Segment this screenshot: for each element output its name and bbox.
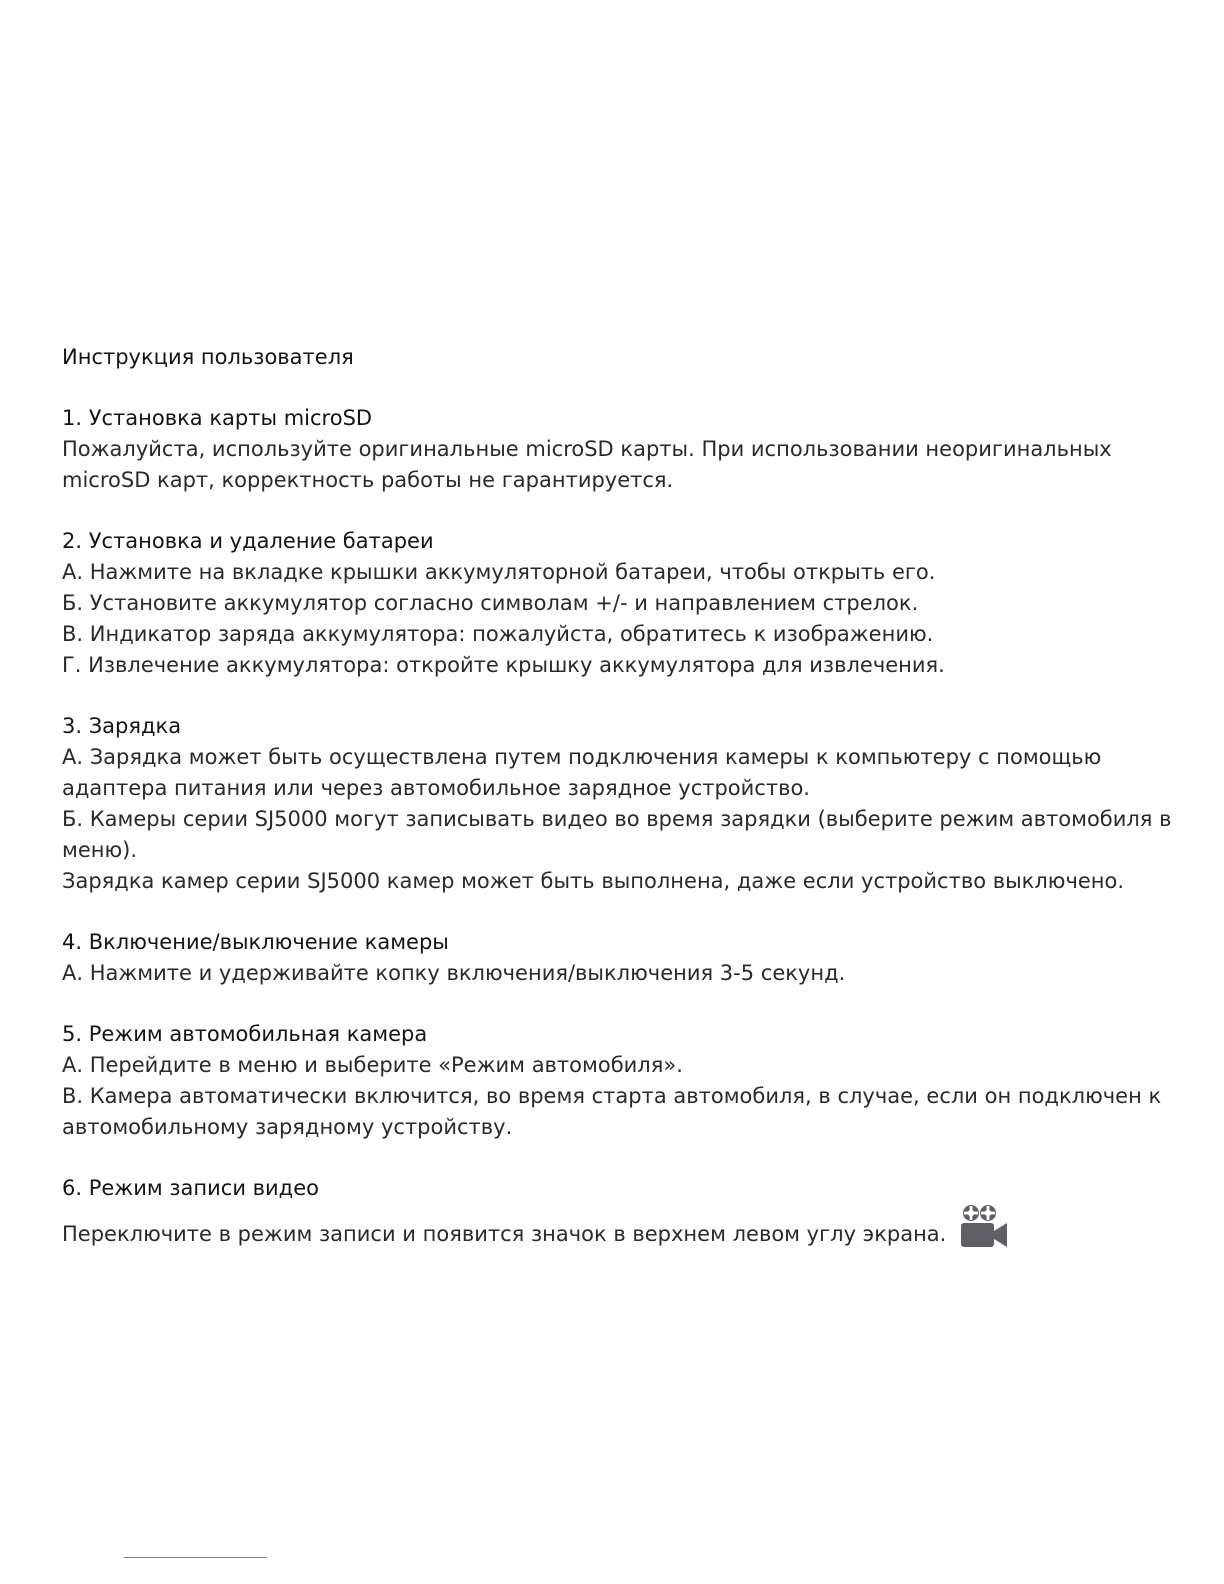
- section-charging: [62, 711, 1172, 897]
- section-car-mode: [62, 1019, 1172, 1143]
- section-heading: 4. Включение/выключение камеры: [62, 930, 449, 954]
- section-paragraph: Б. Камеры серии SJ5000 могут записывать видео во время зарядки (выберите режим автомобиля в меню).: [62, 807, 1172, 862]
- section-heading: 2. Установка и удаление батареи: [62, 529, 434, 553]
- section-paragraph: Г. Извлечение аккумулятора: откройте крышку аккумулятора для извлечения.: [62, 653, 945, 677]
- section-video-mode: [62, 1173, 1172, 1250]
- section-microsd: [62, 403, 1172, 496]
- section-paragraph: Б. Установите аккумулятор согласно символам +/- и направлением стрелок.: [62, 591, 919, 615]
- section-battery: [62, 526, 1172, 681]
- section-paragraph: А. Нажмите на вкладке крышки аккумуляторной батареи, чтобы открыть его.: [62, 560, 936, 584]
- section-paragraph: А. Зарядка может быть осуществлена путем подключения камеры к компьютеру с помощью адаптера питания или через автомобильное зарядное устройство.: [62, 745, 1102, 800]
- section-power: [62, 927, 1172, 989]
- section-paragraph: А. Нажмите и удерживайте копку включения/выключения 3-5 секунд.: [62, 961, 846, 985]
- section-heading: 1. Установка карты microSD: [62, 406, 373, 430]
- section-paragraph: В. Камера автоматически включится, во время старта автомобиля, в случае, если он подключен к автомобильному зарядному устройству.: [62, 1084, 1162, 1139]
- document-title: Инструкция пользователя: [62, 345, 354, 369]
- section-paragraph: Переключите в режим записи и появится значок в верхнем левом углу экрана.: [62, 1222, 947, 1246]
- section-paragraph: Зарядка камер серии SJ5000 камер может быть выполнена, даже если устройство выключено.: [62, 869, 1125, 893]
- section-heading: 6. Режим записи видео: [62, 1176, 319, 1200]
- video-camera-icon: [960, 1204, 1008, 1248]
- section-heading: 5. Режим автомобильная камера: [62, 1022, 428, 1046]
- icon-line: [62, 1204, 1172, 1250]
- document-body: [62, 341, 1172, 1280]
- section-paragraph: А. Перейдите в меню и выберите «Режим автомобиля».: [62, 1053, 683, 1077]
- section-paragraph: Пожалуйста, используйте оригинальные microSD карты. При использовании неоригинальных microSD карт, корректность работы не гарантируется.: [62, 437, 1112, 492]
- section-paragraph: В. Индикатор заряда аккумулятора: пожалуйста, обратитесь к изображению.: [62, 622, 934, 646]
- footer-divider: [124, 1557, 267, 1558]
- section-heading: 3. Зарядка: [62, 714, 182, 738]
